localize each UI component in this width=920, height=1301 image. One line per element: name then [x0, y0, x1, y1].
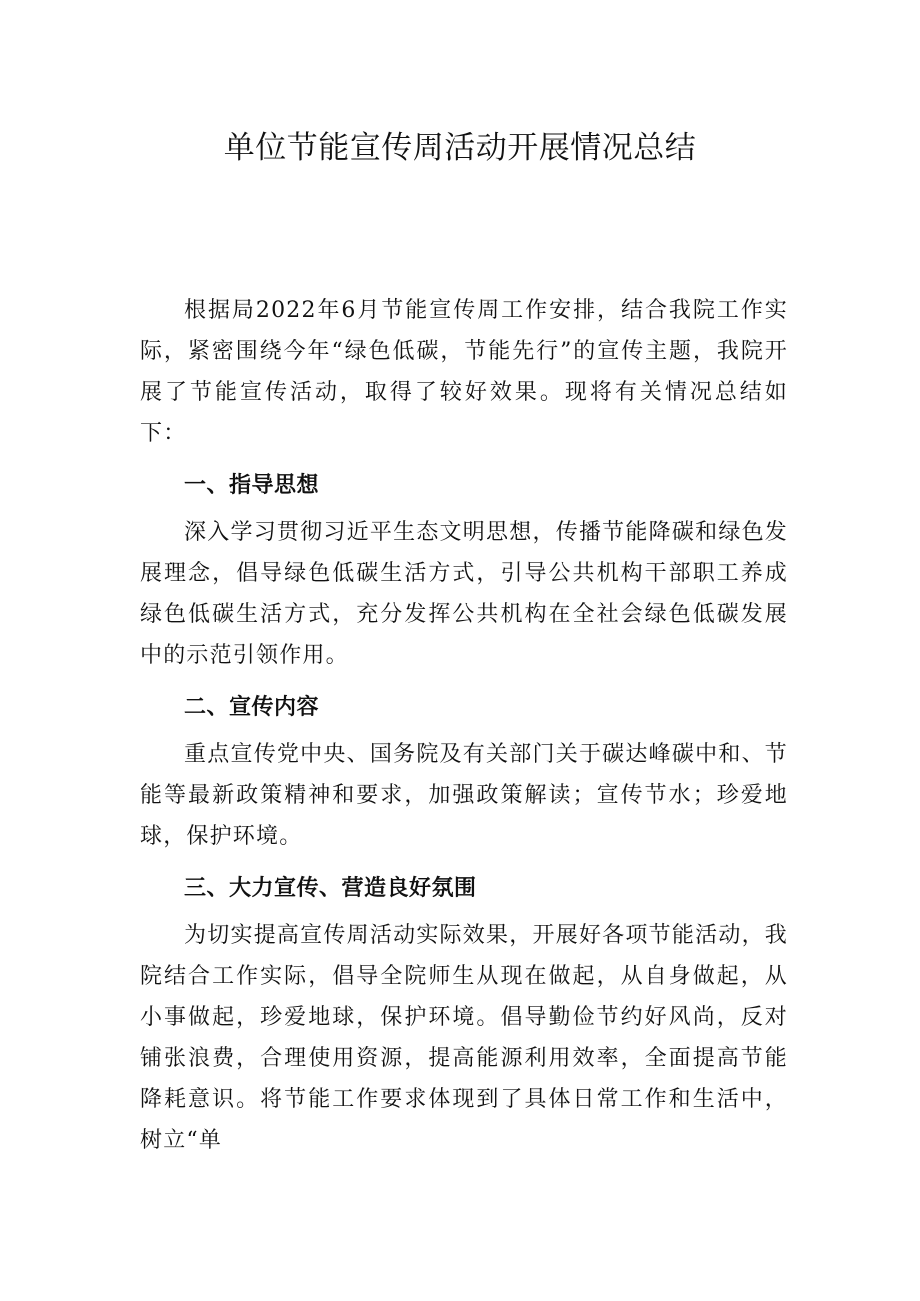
section-heading-guiding-thought: 一、指导思想	[184, 473, 320, 498]
section-paragraph-vigorous-publicity: 为切实提高宣传周活动实际效果，开展好各项节能活动，我院结合工作实际，倡导全院师生从现在做起，从自身做起，从小事做起，珍爱地球，保护环境。倡导勤俭节约好风尚，反对铺张浪费，合理使用资源，提高能源利用效率，全面提高节能降耗意识。将节能工作要求体现到了具体日常工作和生活中，树立“单	[140, 923, 788, 1153]
document-title: 单位节能宣传周活动开展情况总结	[223, 130, 697, 166]
section-heading-vigorous-publicity: 三、大力宣传、营造良好氛围	[184, 876, 477, 901]
section-paragraph-guiding-thought: 深入学习贯彻习近平生态文明思想，传播节能降碳和绿色发展理念，倡导绿色低碳生活方式，引导公共机构干部职工养成绿色低碳生活方式，充分发挥公共机构在全社会绿色低碳发展中的示范引领作用。	[140, 520, 788, 668]
intro-paragraph: 根据局2022年6月节能宣传周工作安排，结合我院工作实际，紧密围绕今年“绿色低碳，节能先行”的宣传主题，我院开展了节能宣传活动，取得了较好效果。现将有关情况总结如下：	[140, 298, 788, 446]
section-heading-publicity-content: 二、宣传内容	[184, 695, 320, 720]
section-paragraph-publicity-content: 重点宣传党中央、国务院及有关部门关于碳达峰碳中和、节能等最新政策精神和要求，加强政策解读；宣传节水；珍爱地球，保护环境。	[140, 742, 788, 849]
document-body	[140, 290, 788, 1161]
